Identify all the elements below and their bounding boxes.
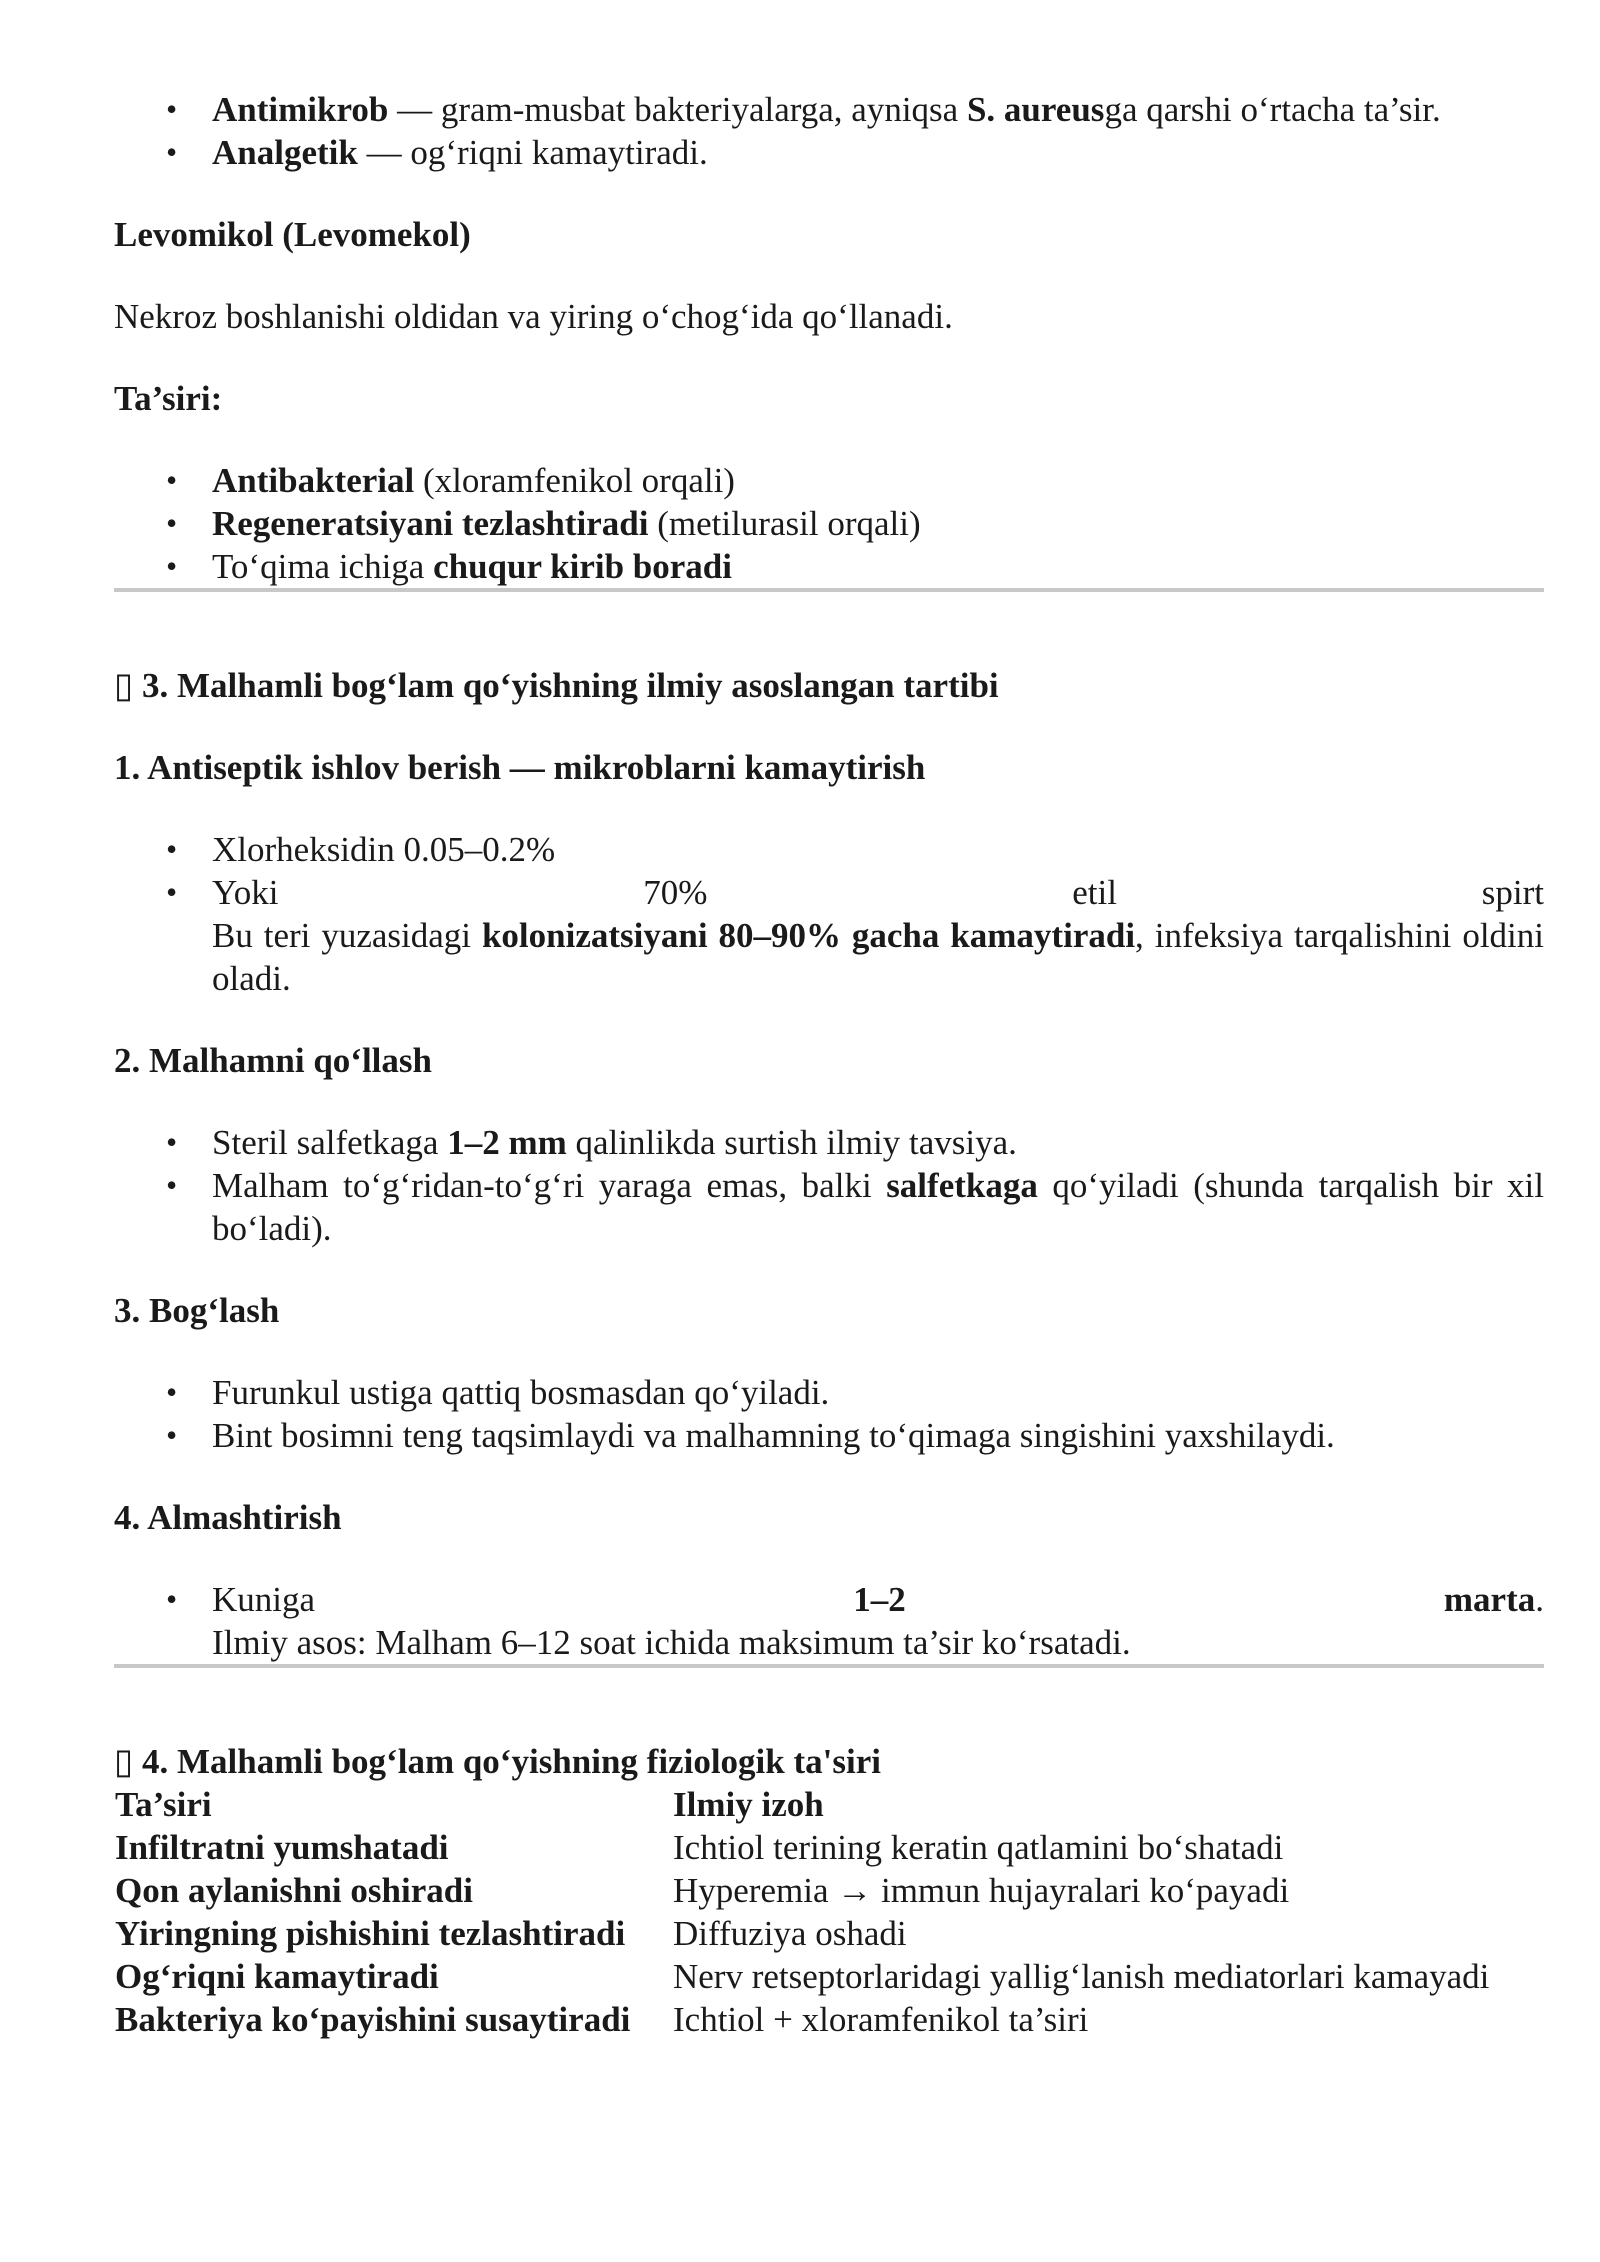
table-cell: Infiltratni yumshatadi <box>115 1828 449 1867</box>
list-item: • Bint bosimni teng taqsimlaydi va malhamning to‘qimaga singishini yaxshilaydi. <box>212 1414 1544 1457</box>
table-row <box>113 1826 1543 1869</box>
table-cell: Diffuziya oshadi <box>673 1914 907 1953</box>
table-row <box>113 1998 1543 2041</box>
list-item: • Steril salfetkaga 1–2 mm qalinlikda surtish ilmiy tavsiya. <box>212 1121 1544 1164</box>
table-row <box>113 1955 1543 1998</box>
levomikol-effect-label: Ta’siri: <box>114 379 223 418</box>
list-item: • Furunkul ustiga qattiq bosmasdan qo‘yiladi. <box>212 1371 1544 1414</box>
list-item: • Malham to‘g‘ridan-to‘g‘ri yaraga emas, balki salfetkaga qo‘yiladi (shunda tarqalish bir xil bo‘ladi). <box>212 1164 1544 1250</box>
levomikol-intro: Nekroz boshlanishi oldidan va yiring o‘chog‘ida qo‘llanadi. <box>114 297 953 336</box>
table-cell: Bakteriya ko‘payishini susaytiradi <box>115 2000 631 2039</box>
step1-list <box>114 828 1544 1000</box>
table-cell: Ichtiol terining keratin qatlamini bo‘shatadi <box>673 1828 1284 1867</box>
box-icon: ▯ <box>114 666 134 705</box>
effects-list-top <box>114 88 1544 174</box>
continuation-text: Bu teri yuzasidagi kolonizatsiyani 80–90% gacha kamaytiradi, infeksiya tarqalishini oldini oladi. <box>212 916 1545 998</box>
table-header-row <box>113 1783 1543 1826</box>
step1-heading: 1. Antiseptik ishlov berish — mikroblarni kamaytirish <box>114 748 926 787</box>
list-item <box>212 1578 1544 1664</box>
physiology-table <box>113 1783 1543 2041</box>
section4-title: ▯ 4. Malhamli bog‘lam qo‘yishning fiziologik ta'siri <box>114 1742 881 1781</box>
box-icon: ▯ <box>114 1742 134 1781</box>
levomikol-effects-list <box>114 459 1544 588</box>
list-item: • Xlorheksidin 0.05–0.2% <box>212 828 1544 871</box>
step3-list <box>114 1371 1544 1457</box>
justified-line: • Kuniga 1–2 marta. <box>212 1580 1544 1619</box>
list-item: • To‘qima ichiga chuqur kirib boradi <box>212 545 1544 588</box>
list-item: • Antibakterial (xloramfenikol orqali) <box>212 459 1544 502</box>
table-row <box>113 1869 1543 1912</box>
continuation-text: Ilmiy asos: Malham 6–12 soat ichida maksimum ta’sir ko‘rsatadi. <box>212 1623 1131 1662</box>
section3-title: ▯ 3. Malhamli bog‘lam qo‘yishning ilmiy asoslangan tartibi <box>114 666 999 705</box>
levomikol-heading: Levomikol (Levomekol) <box>114 215 471 254</box>
step2-heading: 2. Malhamni qo‘llash <box>114 1041 432 1080</box>
table-cell: Nerv retseptorlaridagi yallig‘lanish mediatorlari kamayadi <box>673 1957 1490 1996</box>
table-cell: Og‘riqni kamaytiradi <box>115 1957 439 1996</box>
justified-line: • Yoki 70% etil spirt <box>212 873 1544 912</box>
table-cell: Qon aylanishni oshiradi <box>115 1871 473 1910</box>
table-header: Ta’siri <box>115 1785 212 1824</box>
list-item: • Antimikrob — gram-musbat bakteriyalarga, ayniqsa S. aureusga qarshi o‘rtacha ta’sir. <box>212 88 1544 131</box>
list-item <box>212 871 1544 1000</box>
table-cell: Yiringning pishishini tezlashtiradi <box>115 1914 626 1953</box>
table-header: Ilmiy izoh <box>673 1785 824 1824</box>
list-item: • Analgetik — og‘riqni kamaytiradi. <box>212 131 1544 174</box>
step4-list <box>114 1578 1544 1664</box>
list-item: • Regeneratsiyani tezlashtiradi (metilurasil orqali) <box>212 502 1544 545</box>
step2-list <box>114 1121 1544 1250</box>
step4-heading: 4. Almashtirish <box>114 1498 342 1537</box>
table-cell: Hyperemia → immun hujayralari ko‘payadi <box>673 1871 1290 1910</box>
table-row <box>113 1912 1543 1955</box>
table-cell: Ichtiol + xloramfenikol ta’siri <box>673 2000 1089 2039</box>
step3-heading: 3. Bog‘lash <box>114 1291 280 1330</box>
